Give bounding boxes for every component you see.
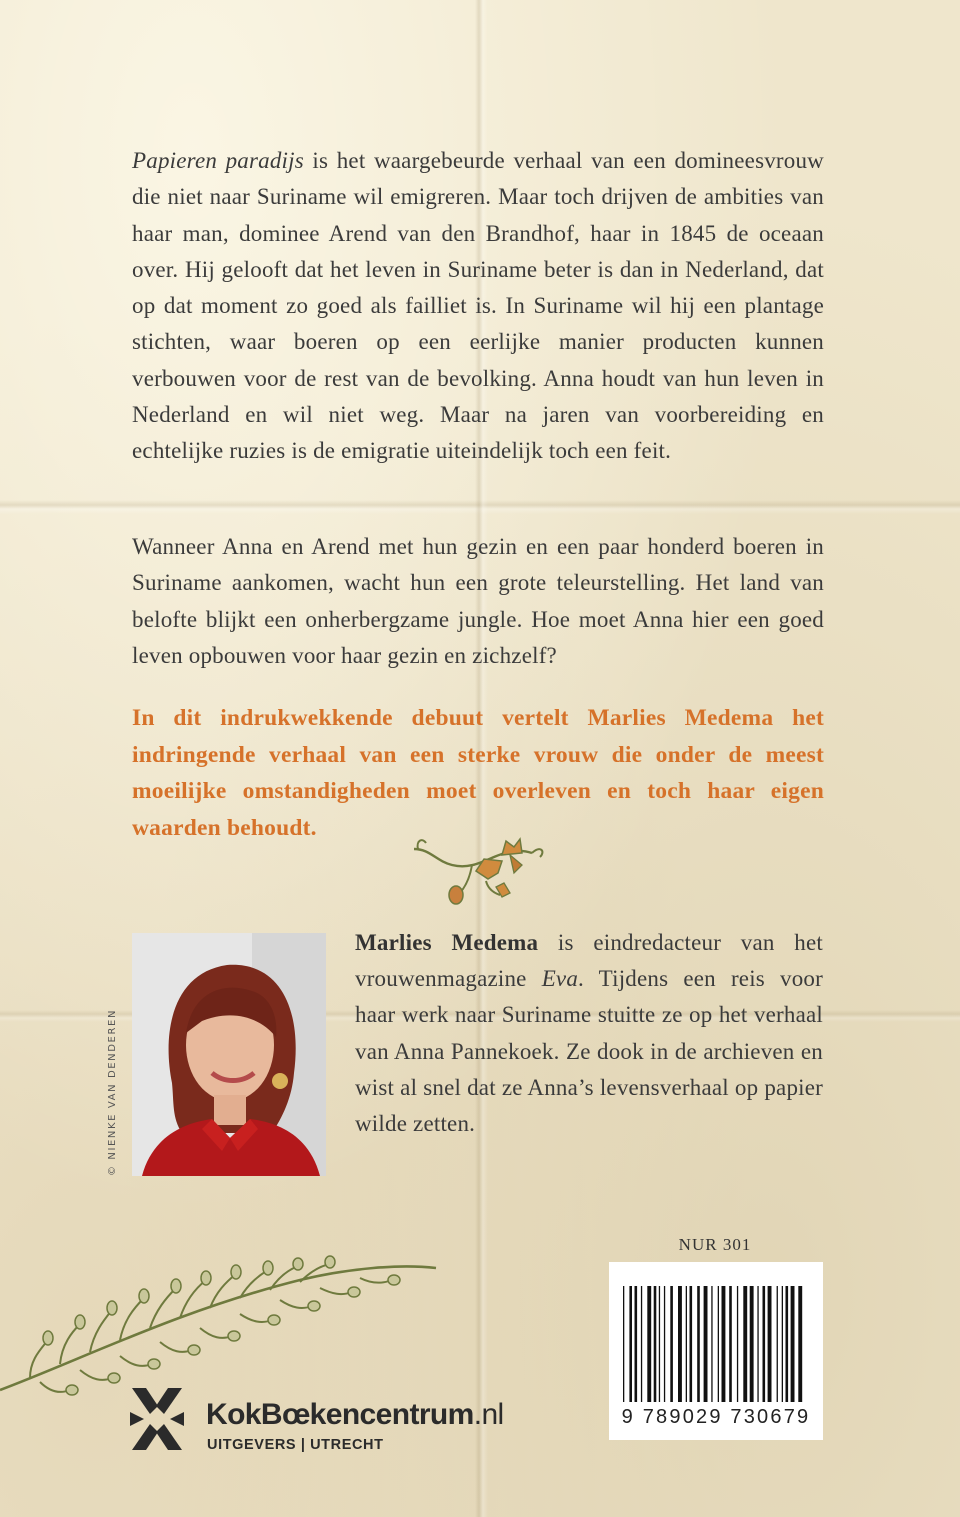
- barcode-bar: [623, 1286, 624, 1402]
- barcode-bar: [690, 1286, 693, 1402]
- barcode-bars-icon: [621, 1286, 811, 1402]
- barcode-bar: [729, 1286, 732, 1402]
- botanical-sprig-icon: [410, 835, 550, 905]
- blurb-highlight: In dit indrukwekkende debuut vertelt Marlies Medema het indringende verhaal van een sterke vrouw die onder de meest moeilijke omstandigheden moet overleven en toch haar eigen waarden behoudt.: [132, 705, 824, 841]
- publisher-logo-icon: [128, 1384, 186, 1454]
- barcode-bar: [777, 1286, 778, 1402]
- barcode-bar: [791, 1286, 795, 1402]
- author-portrait-illustration: [132, 933, 326, 1176]
- barcode-bar: [718, 1286, 719, 1402]
- barcode: [609, 1262, 823, 1440]
- barcode-bar: [798, 1286, 802, 1402]
- publisher-subtitle: UITGEVERS | UTRECHT: [207, 1437, 384, 1453]
- author-bio: [355, 925, 823, 1142]
- barcode-bar: [757, 1286, 758, 1402]
- barcode-bar: [654, 1286, 657, 1402]
- barcode-bar: [659, 1286, 660, 1402]
- barcode-bar: [763, 1286, 766, 1402]
- barcode-bar: [670, 1286, 673, 1402]
- barcode-bar: [629, 1286, 632, 1402]
- barcode-bar: [697, 1286, 700, 1402]
- barcode-bar: [743, 1286, 747, 1402]
- book-title-inline: Papieren paradijs: [132, 148, 304, 173]
- barcode-bar: [704, 1286, 708, 1402]
- blurb-paragraph-1: [132, 143, 824, 470]
- author-name: Marlies Medema: [355, 930, 539, 955]
- magazine-name: Eva: [541, 966, 579, 992]
- fern-illustration-icon: [0, 1240, 440, 1400]
- barcode-bar: [768, 1286, 772, 1402]
- barcode-bar: [664, 1286, 665, 1402]
- nur-code: NUR 301: [678, 1235, 752, 1254]
- barcode-bar: [635, 1286, 638, 1402]
- blurb-paragraph-2: Wanneer Anna en Arend met hun gezin en een paar honderd boeren in Suriname aankomen, wacht hun een grote teleurstelling. Het land van belofte blijkt een onherbergzame jungle. Hoe moet Anna hier een goed leven opbouwen voor haar gezin en zichzelf?: [132, 534, 824, 668]
- author-bio-text-1: is eindredacteur van het vrouwenmagazine: [355, 930, 823, 992]
- publisher-name: [206, 1398, 504, 1432]
- author-photo: [132, 933, 326, 1176]
- barcode-bar: [786, 1286, 789, 1402]
- photo-credit: © NIENKE VAN DENDEREN: [107, 1008, 118, 1176]
- barcode-bar: [750, 1286, 754, 1402]
- barcode-bar: [686, 1286, 687, 1402]
- barcode-bar: [647, 1286, 651, 1402]
- publisher-name-tld: .nl: [473, 1398, 504, 1431]
- barcode-bar: [641, 1286, 642, 1402]
- barcode-bar: [737, 1286, 738, 1402]
- barcode-bar: [678, 1286, 682, 1402]
- blurb-paragraph-1-text: is het waargebeurde verhaal van een domineesvrouw die niet naar Suriname wil emigreren. Maar toch drijven de ambities van haar man, dominee Arend van den Brandhof, haar in 1845 de oceaan over. Hij gelooft dat het leven in Suriname beter is dan in Nederland, dat op dat moment zo goed als failliet is. In Suriname wil hij een plantage stichten, waar boeren op een eerlijke manier producten kunnen verbouwen voor de rest van de bevolking. Anna houdt van hun leven in Nederland en wil niet weg. Maar na jaren van voorbereiding en echtelijke ruzies is de emigratie uiteindelijk toch een feit.: [132, 148, 824, 464]
- isbn-number: 9 789029 730679: [621, 1406, 811, 1428]
- barcode-bar: [711, 1286, 712, 1402]
- author-bio-text-2: . Tijdens een reis voor haar werk naar Suriname stuitte ze op het verhaal van Anna Pannekoek. Ze dook in de archieven en wist al snel dat ze Anna’s levensverhaal op papier wilde zetten.: [355, 966, 823, 1137]
- barcode-bar: [722, 1286, 726, 1402]
- publisher-name-main: KokBœkencentrum: [206, 1398, 474, 1431]
- barcode-bar: [782, 1286, 783, 1402]
